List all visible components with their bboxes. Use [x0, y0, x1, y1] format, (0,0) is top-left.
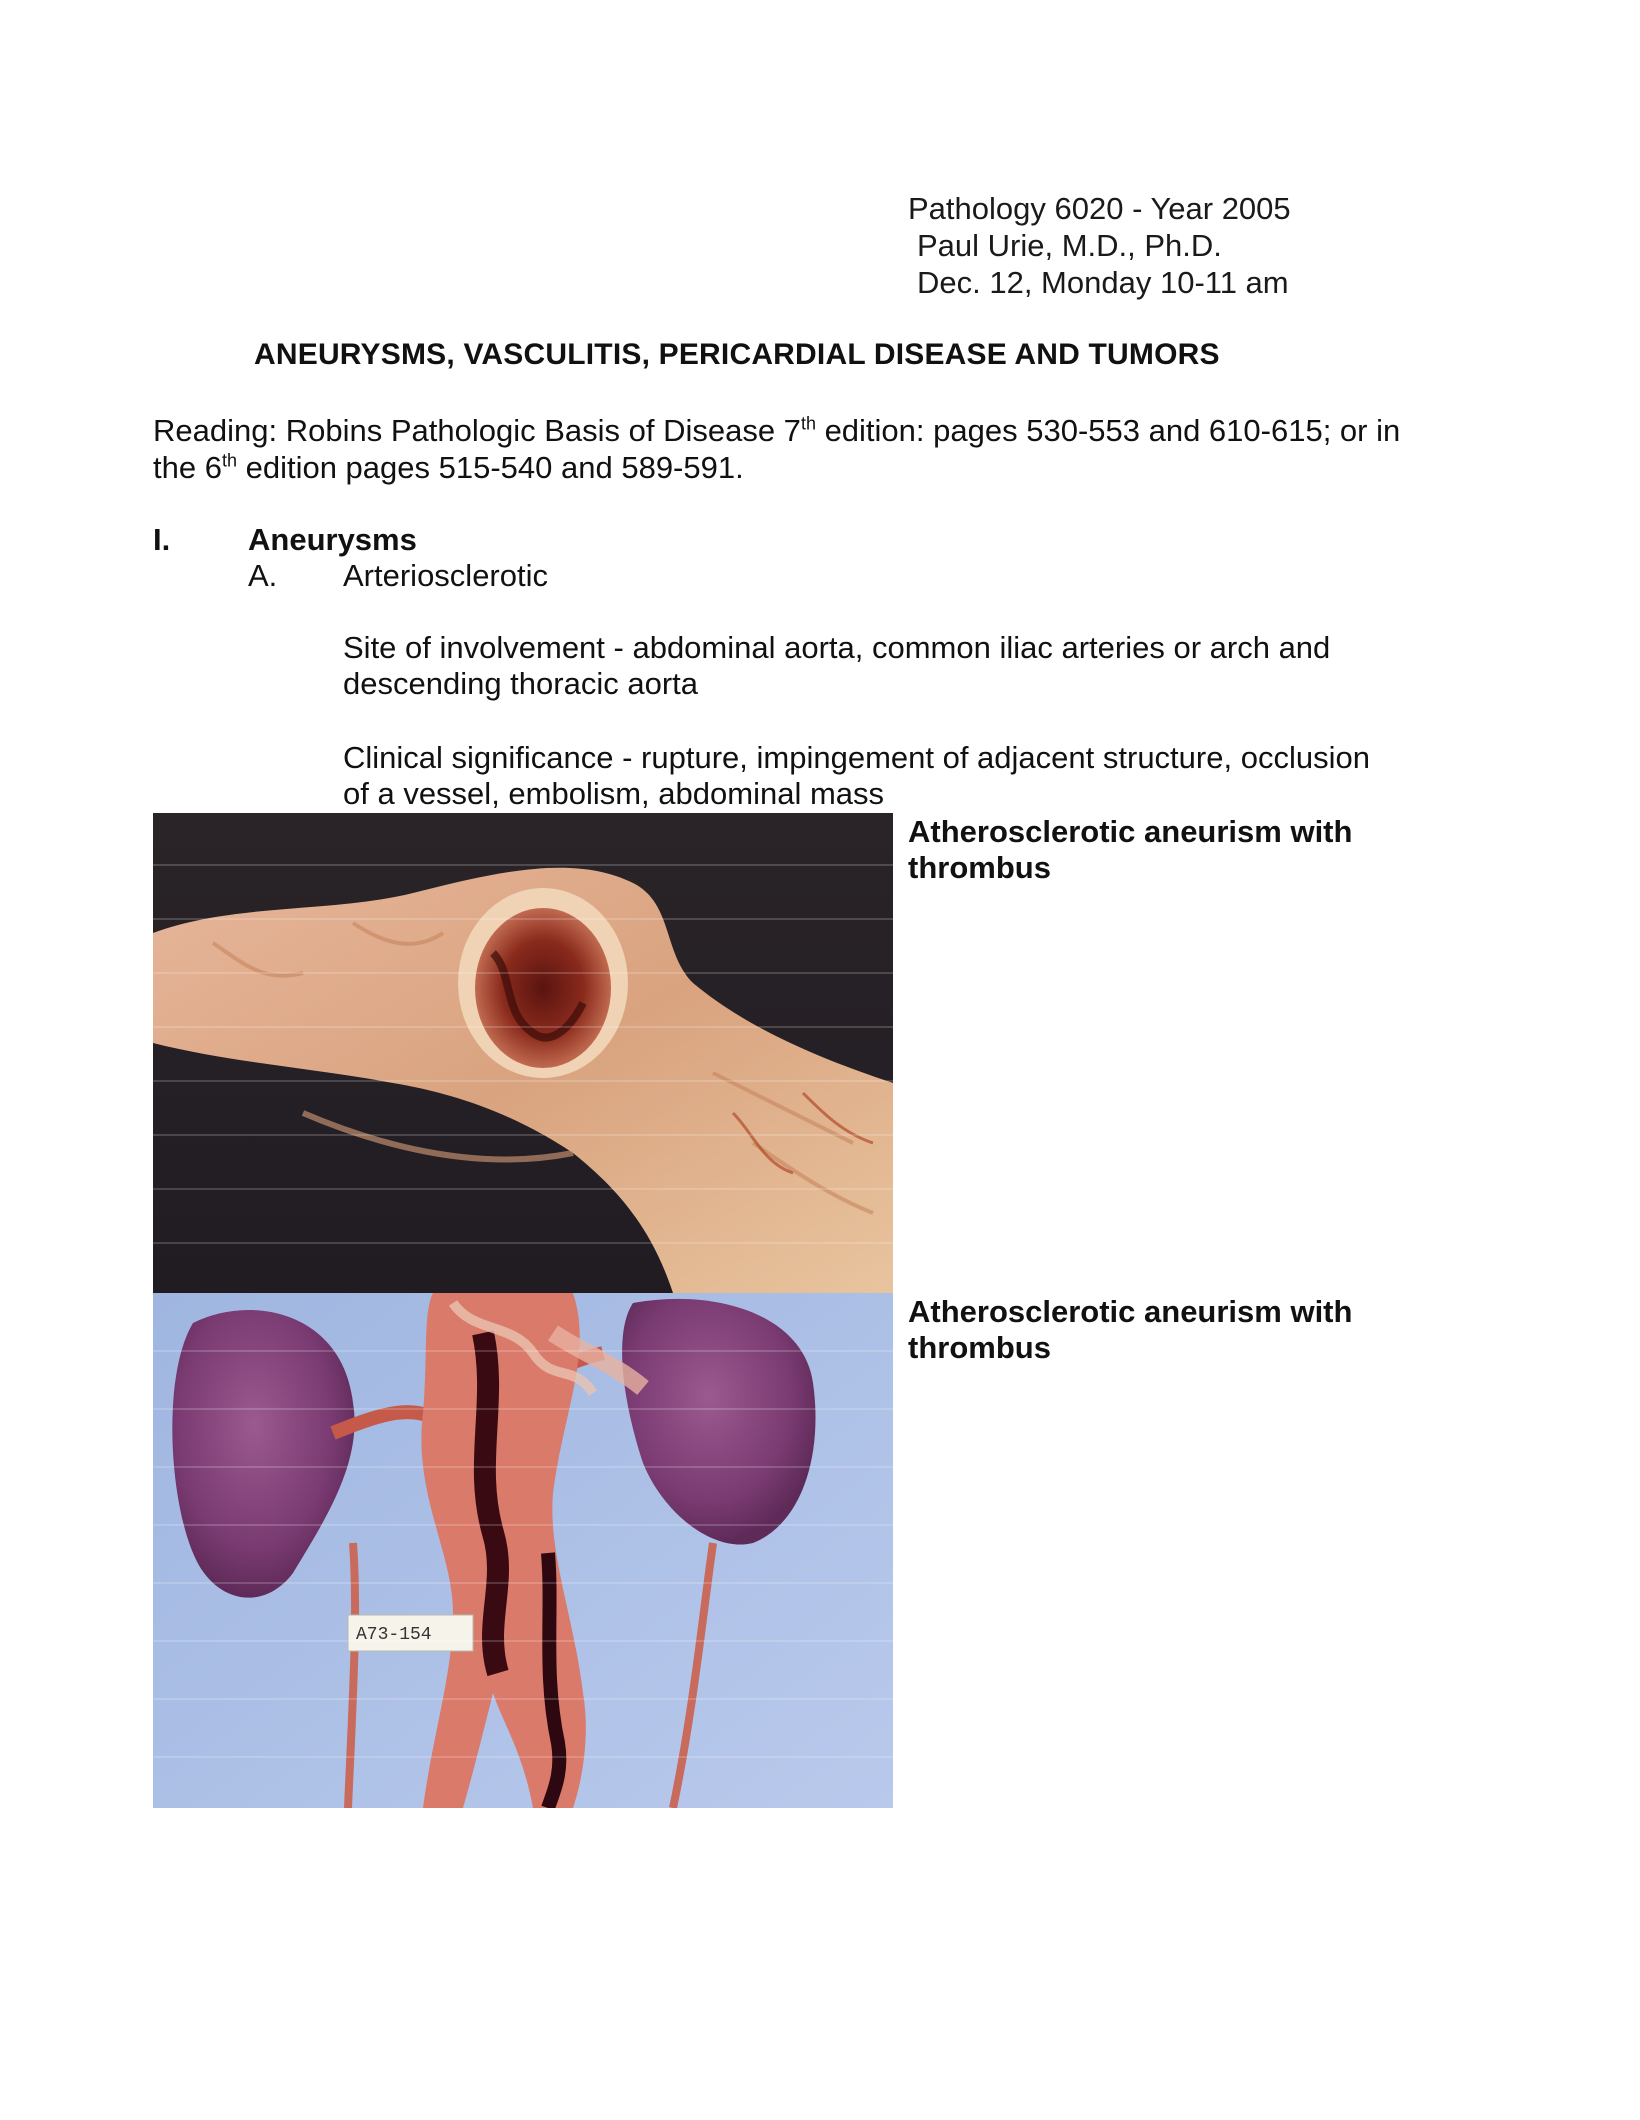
clinical-significance-paragraph: Clinical significance - rupture, impingement of adjacent structure, occlusion of a vessel, embolism, abdominal mass	[343, 740, 1370, 811]
section-number: I.	[153, 522, 171, 557]
reading-part1: Reading: Robins Pathologic Basis of Disease 7	[153, 413, 801, 448]
author-line: Paul Urie, M.D., Ph.D.	[917, 228, 1222, 263]
document-header	[908, 190, 1291, 301]
date-line: Dec. 12, Monday 10-11 am	[917, 265, 1289, 300]
reading-part3: edition pages 515-540 and 589-591.	[236, 450, 744, 485]
kidneys-aorta-specimen-photo	[153, 1293, 893, 1808]
reading-sup1: th	[800, 413, 816, 434]
subsection-letter: A.	[248, 558, 278, 593]
aorta-specimen-photo	[153, 813, 893, 1293]
section-title: Aneurysms	[248, 522, 417, 557]
site-of-involvement-paragraph: Site of involvement - abdominal aorta, common iliac arteries or arch and descending thoracic aorta	[343, 630, 1331, 701]
course-line: Pathology 6020 - Year 2005	[908, 191, 1291, 226]
subsection-title: Arteriosclerotic	[343, 558, 548, 593]
figure-caption-2: Atherosclerotic aneurism with thrombus	[908, 1294, 1353, 1365]
reading-part2: edition: pages 530-553 and 610-615; or in the 6	[153, 413, 1401, 485]
page-title: ANEURYSMS, VASCULITIS, PERICARDIAL DISEASE AND TUMORS	[254, 338, 1220, 371]
figure-caption-1: Atherosclerotic aneurism with thrombus	[908, 814, 1353, 885]
specimen-label: A73-154	[356, 1625, 432, 1645]
reading-sup2: th	[221, 450, 237, 471]
reading-assignment	[153, 412, 1413, 486]
